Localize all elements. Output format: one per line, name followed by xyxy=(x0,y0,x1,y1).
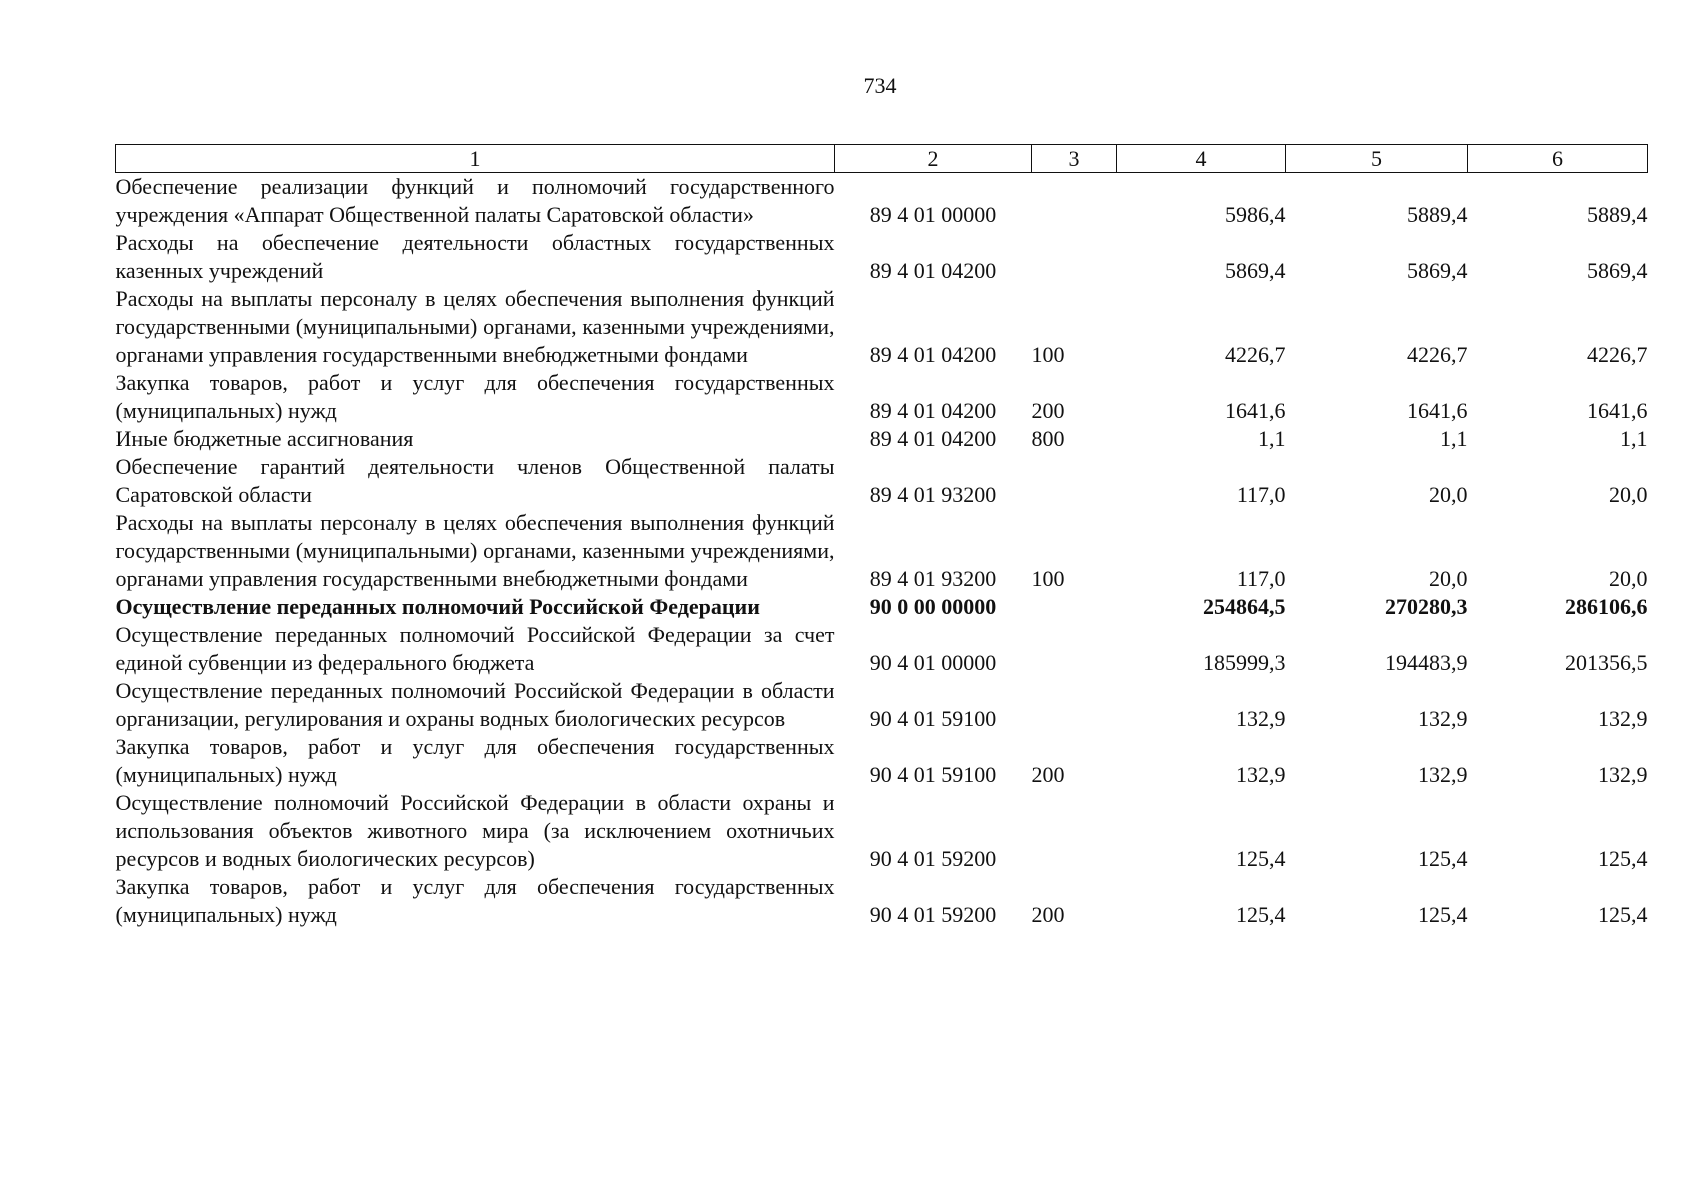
row-amount-year-1: 185999,3 xyxy=(1203,650,1286,675)
row-target-code: 89 4 01 93200 xyxy=(869,566,997,591)
row-amount-year-2: 194483,9 xyxy=(1385,650,1468,675)
row-target-code: 89 4 01 04200 xyxy=(869,258,997,283)
row-target-code: 89 4 01 04200 xyxy=(869,342,997,367)
table-row xyxy=(116,369,1648,425)
page-number: 734 xyxy=(863,73,897,98)
row-amount-year-1: 5869,4 xyxy=(1225,258,1286,283)
row-amount-year-2: 20,0 xyxy=(1429,482,1468,507)
row-amount-year-1: 125,4 xyxy=(1236,846,1286,871)
table-row xyxy=(116,789,1648,873)
row-expense-type xyxy=(1032,453,1117,509)
column-header-2: 2 xyxy=(835,145,1032,173)
row-amount-year-1: 1641,6 xyxy=(1225,398,1286,423)
row-description: Осуществление переданных полномочий Российской Федерации xyxy=(115,594,760,619)
row-amount-year-2: 1641,6 xyxy=(1407,398,1468,423)
row-description: Иные бюджетные ассигнования xyxy=(115,426,414,451)
row-target-code: 90 4 01 59100 xyxy=(869,706,997,731)
row-target-code: 90 4 01 59200 xyxy=(869,902,997,927)
row-amount-year-3: 1641,6 xyxy=(1587,398,1648,423)
row-amount-year-1: 117,0 xyxy=(1236,482,1286,507)
budget-table xyxy=(115,144,1648,929)
row-expense-type: 100 xyxy=(1031,566,1065,591)
row-amount-year-1: 4226,7 xyxy=(1225,342,1286,367)
row-expense-type: 200 xyxy=(1031,902,1065,927)
row-amount-year-1: 117,0 xyxy=(1236,566,1286,591)
table-row xyxy=(116,733,1648,789)
table-row xyxy=(116,873,1648,929)
table-row xyxy=(116,453,1648,509)
row-target-code: 90 4 01 59200 xyxy=(869,846,997,871)
row-amount-year-3: 20,0 xyxy=(1609,566,1648,591)
row-expense-type xyxy=(1032,789,1117,873)
row-amount-year-1: 132,9 xyxy=(1236,706,1286,731)
column-header-3: 3 xyxy=(1032,145,1117,173)
row-amount-year-2: 5869,4 xyxy=(1407,258,1468,283)
table-row xyxy=(116,677,1648,733)
table-row xyxy=(116,621,1648,677)
row-description: Осуществление полномочий Российской Федерации в области охраны и использования объектов животного мира (за исключением охотничьих ресурсов и водных биологических ресурсов) xyxy=(115,790,835,871)
row-amount-year-1: 125,4 xyxy=(1236,902,1286,927)
row-description: Закупка товаров, работ и услуг для обеспечения государственных (муниципальных) нужд xyxy=(115,370,835,423)
row-amount-year-3: 125,4 xyxy=(1598,846,1648,871)
row-target-code: 90 4 01 59100 xyxy=(869,762,997,787)
row-target-code: 89 4 01 00000 xyxy=(869,202,997,227)
row-amount-year-2: 125,4 xyxy=(1418,902,1468,927)
row-target-code: 90 4 01 00000 xyxy=(869,650,997,675)
row-amount-year-3: 132,9 xyxy=(1598,762,1648,787)
row-amount-year-3: 125,4 xyxy=(1598,902,1648,927)
row-expense-type xyxy=(1032,229,1117,285)
table-row xyxy=(116,285,1648,369)
row-target-code: 89 4 01 04200 xyxy=(869,398,997,423)
row-amount-year-1: 1,1 xyxy=(1258,426,1286,451)
row-amount-year-3: 1,1 xyxy=(1620,426,1648,451)
row-amount-year-2: 125,4 xyxy=(1418,846,1468,871)
row-amount-year-2: 270280,3 xyxy=(1385,594,1468,619)
table-row xyxy=(116,173,1648,230)
row-expense-type: 200 xyxy=(1031,762,1065,787)
table-header-row xyxy=(116,145,1648,173)
row-description: Обеспечение реализации функций и полномочий государственного учреждения «Аппарат Общественной палаты Саратовской области» xyxy=(115,174,835,227)
row-amount-year-3: 4226,7 xyxy=(1587,342,1648,367)
row-description: Закупка товаров, работ и услуг для обеспечения государственных (муниципальных) нужд xyxy=(115,874,835,927)
row-amount-year-2: 5889,4 xyxy=(1407,202,1468,227)
row-amount-year-2: 4226,7 xyxy=(1407,342,1468,367)
row-expense-type: 200 xyxy=(1031,398,1065,423)
row-amount-year-2: 20,0 xyxy=(1429,566,1468,591)
table-row xyxy=(116,425,1648,453)
row-amount-year-1: 5986,4 xyxy=(1225,202,1286,227)
row-amount-year-1: 132,9 xyxy=(1236,762,1286,787)
row-description: Расходы на выплаты персоналу в целях обеспечения выполнения функций государственными (муниципальными) органами, казенными учреждениями, органами управления государственными внебюджетными фондами xyxy=(115,510,835,591)
row-amount-year-2: 132,9 xyxy=(1418,706,1468,731)
table-row xyxy=(116,509,1648,593)
table-row xyxy=(116,229,1648,285)
table-body xyxy=(116,173,1648,930)
row-expense-type: 100 xyxy=(1031,342,1065,367)
row-amount-year-3: 201356,5 xyxy=(1565,650,1648,675)
column-header-1: 1 xyxy=(116,145,835,173)
column-header-5: 5 xyxy=(1286,145,1468,173)
row-amount-year-3: 286106,6 xyxy=(1565,594,1648,619)
row-description: Осуществление переданных полномочий Российской Федерации в области организации, регулирования и охраны водных биологических ресурсов xyxy=(115,678,835,731)
row-expense-type xyxy=(1032,677,1117,733)
row-description: Расходы на выплаты персоналу в целях обеспечения выполнения функций государственными (муниципальными) органами, казенными учреждениями, органами управления государственными внебюджетными фондами xyxy=(115,286,835,367)
row-description: Осуществление переданных полномочий Российской Федерации за счет единой субвенции из федерального бюджета xyxy=(115,622,835,675)
row-description: Обеспечение гарантий деятельности членов Общественной палаты Саратовской области xyxy=(115,454,835,507)
row-expense-type xyxy=(1032,593,1117,621)
row-target-code: 89 4 01 93200 xyxy=(869,482,997,507)
row-amount-year-2: 1,1 xyxy=(1440,426,1468,451)
column-header-4: 4 xyxy=(1117,145,1286,173)
row-amount-year-3: 20,0 xyxy=(1609,482,1648,507)
table-row xyxy=(116,593,1648,621)
row-amount-year-3: 5889,4 xyxy=(1587,202,1648,227)
column-header-6: 6 xyxy=(1468,145,1648,173)
row-target-code: 90 0 00 00000 xyxy=(869,594,997,619)
row-description: Расходы на обеспечение деятельности областных государственных казенных учреждений xyxy=(115,230,835,283)
row-amount-year-2: 132,9 xyxy=(1418,762,1468,787)
row-expense-type: 800 xyxy=(1031,426,1065,451)
row-description: Закупка товаров, работ и услуг для обеспечения государственных (муниципальных) нужд xyxy=(115,734,835,787)
row-target-code: 89 4 01 04200 xyxy=(869,426,997,451)
row-amount-year-3: 5869,4 xyxy=(1587,258,1648,283)
row-amount-year-3: 132,9 xyxy=(1598,706,1648,731)
row-expense-type xyxy=(1032,173,1117,230)
row-expense-type xyxy=(1032,621,1117,677)
row-amount-year-1: 254864,5 xyxy=(1203,594,1286,619)
